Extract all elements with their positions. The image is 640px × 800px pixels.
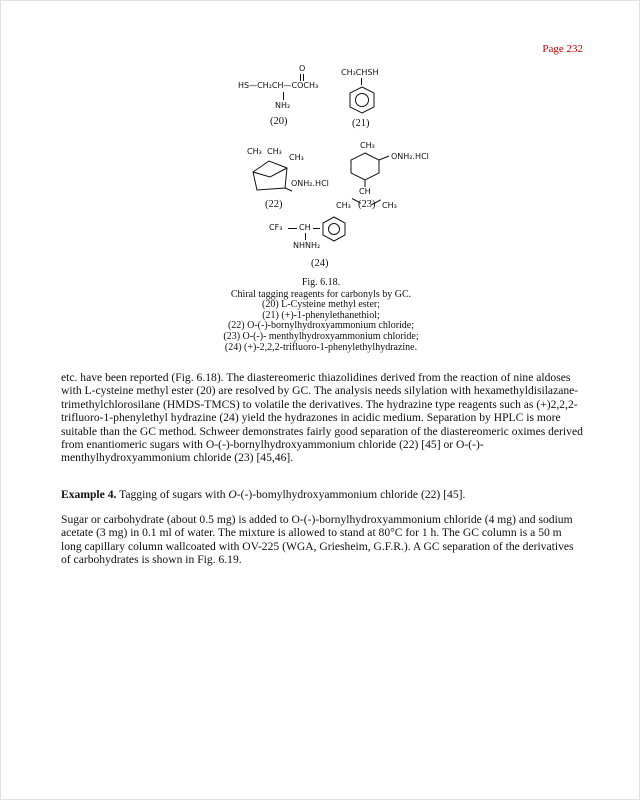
double-bond-line (303, 74, 304, 81)
methyl-group: CH₃ (360, 141, 375, 150)
example-text-italic-o: O (228, 488, 237, 501)
bond-line (305, 233, 306, 240)
benzene-ring (349, 86, 375, 114)
structure-label: (20) (270, 116, 288, 127)
formula-text: HS—CH₂CH—COCH₃ (238, 81, 319, 90)
oxyamine-group: ONH₂.HCl (291, 179, 329, 188)
amine-group: NH₂ (275, 101, 291, 110)
structure-label: (24) (311, 258, 329, 269)
example-heading (61, 488, 585, 501)
structure-23 (334, 141, 438, 217)
bornane-skeleton (249, 157, 295, 193)
caption-item: (21) (+)-1-phenylethanethiol; (262, 309, 380, 321)
oxyamine-group: ONH₂.HCl (391, 152, 429, 161)
caption-title: Fig. 6.18. (301, 277, 341, 288)
structure-20 (238, 64, 348, 134)
bond-line (313, 228, 320, 229)
structure-label: (23) (358, 199, 376, 210)
paragraph-main: etc. have been reported (Fig. 6.18). The diastereomeric thiazolidines derived from the reaction of nine aldoses with L-cysteine methyl ester (20) are resolved by GC. The analysis needs silylation with hexamethyldisilazane-trimethylchlorosilane (HMDS-TMCS) to volatile the derivatives. The hydrazine type reagents such as (+)2,2,2-trifluoro-1-phenylethyl hydrazine (24) yield the hydrazones in acidic medium. Separation by HPLC is more suitable than the GC method. Schweer demonstrates fairly good separation of the diastereomeric oximes derived from enantiomeric sugars with O-(-)-bornylhydroxyammonium chloride (22) [45] or O-(-)-menthylhydroxyammonium chloride (23) [45,46]. (61, 371, 583, 465)
hydrazine-group: NHNH₂ (293, 241, 321, 250)
formula-text: CH₃CHSH (341, 68, 379, 77)
methine-group: CH (299, 223, 311, 232)
caption-item: (23) O-(-)- menthylhydroxyammonium chloride; (223, 330, 419, 342)
trifluoromethyl-group: CF₃ (269, 223, 283, 232)
methyl-group: CH₃ (336, 201, 351, 210)
caption-item: (20) L-Cysteine methyl ester; (261, 299, 381, 311)
methine-group: CH (359, 187, 371, 196)
structure-24 (269, 214, 389, 276)
figure-caption (1, 278, 640, 353)
page-number: Page 232 (542, 43, 583, 55)
paragraph-example-procedure: Sugar or carbohydrate (about 0.5 mg) is added to O-(-)-bornylhydroxyammonium chloride (4 mg) and sodium acetate (3 mg) in 0.1 ml of water. The mixture is allowed to stand at 80°C for 1 h. The GC column is a 50 m long capillary column wallcoated with OV-225 (WGA, Griesheim, G.F.R.). A GC separation of the derivatives of carbohydrates is shown in Fig. 6.19. (61, 513, 574, 567)
caption-item: (24) (+)-2,2,2-trifluoro-1-phenylethylhydrazine. (224, 341, 418, 353)
methyl-group: CH₃ (247, 147, 262, 156)
cyclohexane-ring (348, 152, 392, 188)
example-text-post: -(-)-bomylhydroxyammonium chloride (22) [45]. (236, 488, 466, 501)
atom-oxygen: O (299, 64, 306, 73)
structure-22 (239, 147, 343, 213)
benzene-ring (322, 216, 346, 242)
caption-item: (22) O-(-)-bornylhydroxyammonium chloride; (227, 320, 415, 332)
caption-subtitle: Chiral tagging reagents for carbonyls by GC. (230, 288, 412, 300)
structure-21 (339, 68, 409, 134)
structure-label: (22) (265, 199, 283, 210)
methyl-group: CH₃ (289, 153, 304, 162)
bond-line (288, 228, 297, 229)
example-text-pre: Tagging of sugars with (116, 488, 229, 501)
methyl-group: CH₃ (267, 147, 282, 156)
bond-line (283, 92, 284, 100)
example-label: Example 4. (61, 488, 117, 501)
bond-line (361, 78, 362, 85)
double-bond-line (300, 74, 301, 81)
methyl-group: CH₃ (382, 201, 397, 210)
structure-label: (21) (352, 118, 370, 129)
